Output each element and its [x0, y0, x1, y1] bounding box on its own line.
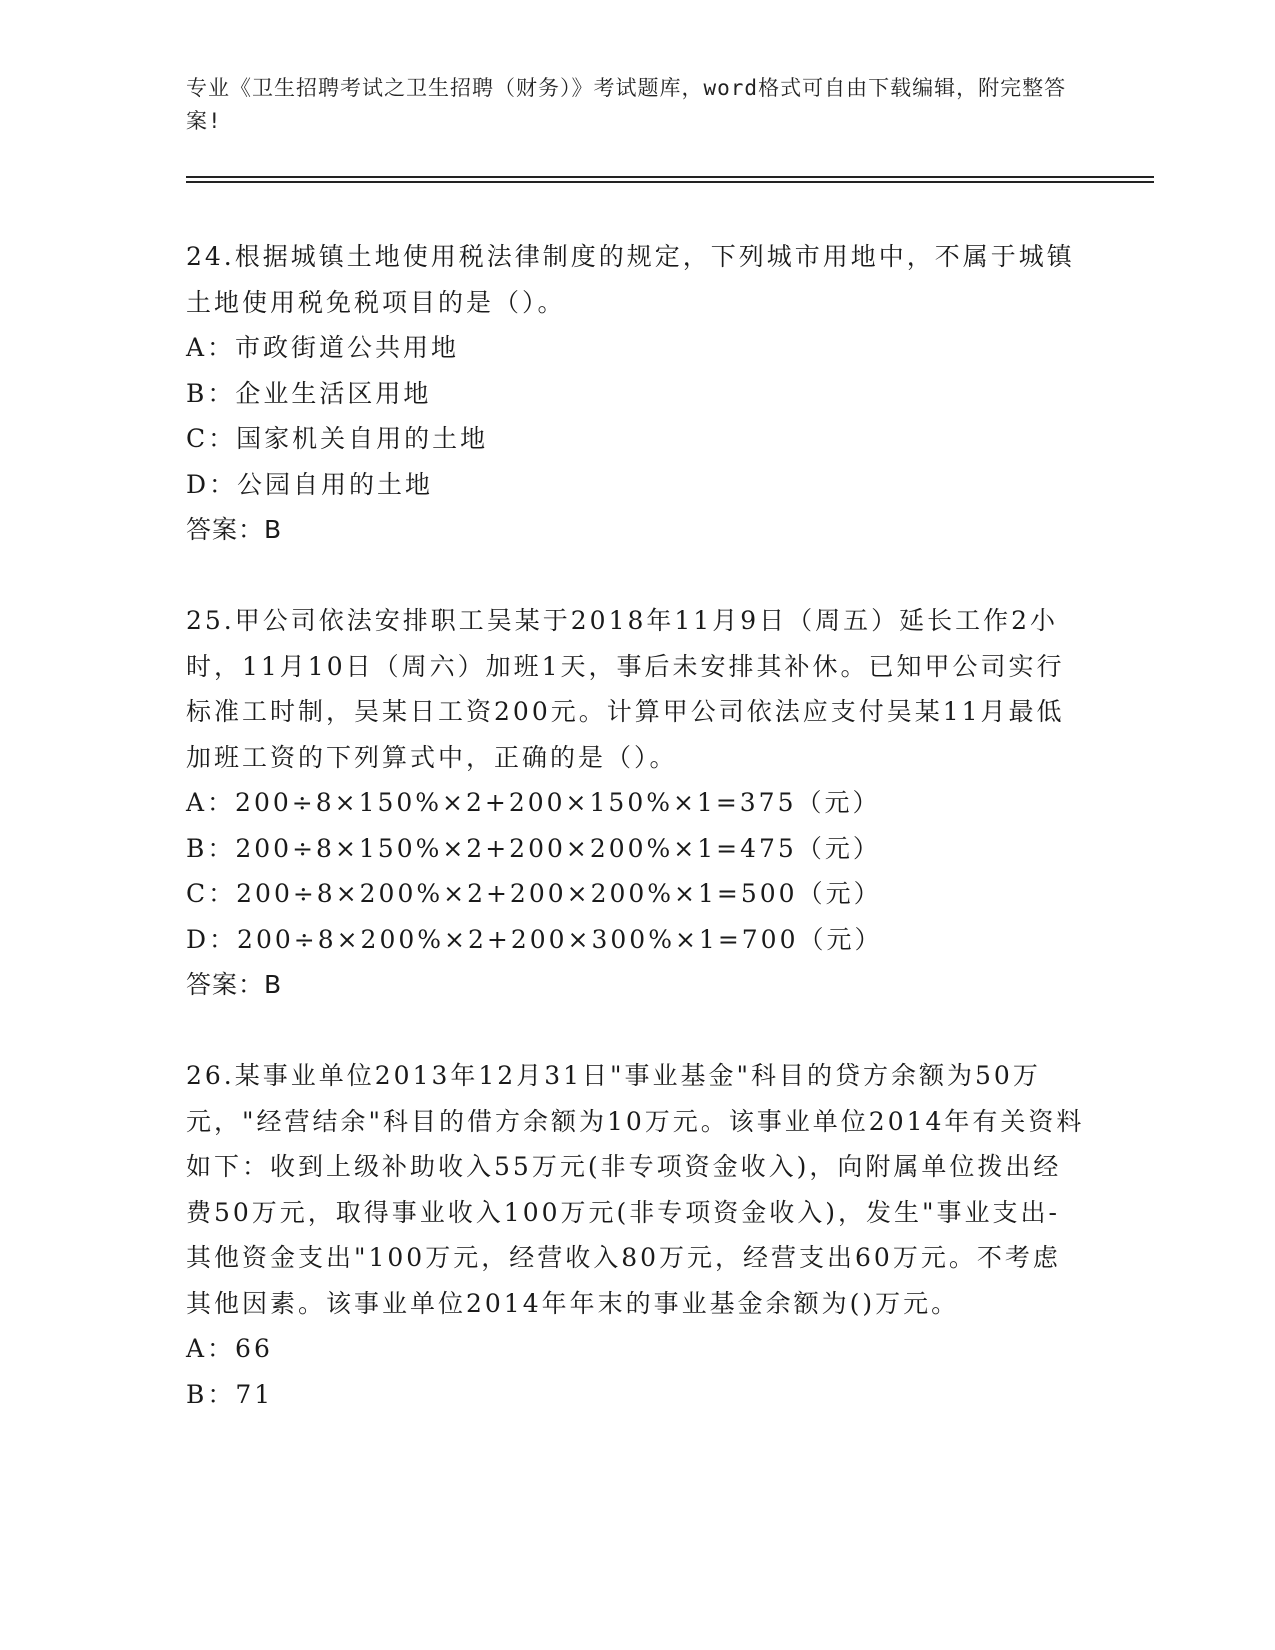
option-c: C：200÷8×200%×2+200×200%×1=500（元） [186, 879, 882, 908]
option-d: D：公园自用的土地 [186, 469, 434, 499]
document-header [186, 72, 1076, 138]
question-spacer [186, 553, 1086, 599]
option-b: B：200÷8×150%×2+200×200%×1=475（元） [186, 833, 881, 863]
question-text: 24.根据城镇土地使用税法律制度的规定，下列城市用地中，不属于城镇土地使用税免税项目的是（）。 [186, 242, 1075, 317]
option-b: B：71 [186, 1379, 274, 1409]
question-text: 26.某事业单位2013年12月31日"事业基金"科目的贷方余额为50万元，"经营结余"科目的借方余额为10万元。该事业单位2014年有关资料如下：收到上级补助收入55万元(非专项资金收入)，向附属单位拨出经费50万元，取得事业收入100万元(非专项资金收入)，发生"事业支出-其他资金支出"100万元，经营收入80万元，经营支出60万元。不考虑其他因素。该事业单位2014年年末的事业基金余额为()万元。 [186, 1061, 1085, 1318]
option-a: A：市政街道公共用地 [186, 333, 460, 362]
answer-label: 答案：B [186, 970, 283, 999]
question-list [186, 234, 1086, 1417]
option-c: C：国家机关自用的土地 [186, 424, 489, 453]
question-26 [186, 1053, 1086, 1417]
option-b: B：企业生活区用地 [186, 378, 432, 408]
option-d: D：200÷8×200%×2+200×300%×1=700（元） [186, 924, 883, 954]
header-divider [186, 176, 1154, 183]
question-text: 25.甲公司依法安排职工吴某于2018年11月9日（周五）延长工作2小时，11月10日（周六）加班1天，事后未安排其补休。已知甲公司实行标准工时制，吴某日工资200元。计算甲公司依法应支付吴某11月最低加班工资的下列算式中，正确的是（）。 [186, 606, 1065, 772]
header-title: 专业《卫生招聘考试之卫生招聘（财务）》考试题库，word格式可自由下载编辑，附完整答案! [186, 76, 1067, 133]
question-24 [186, 234, 1086, 553]
option-a: A：66 [186, 1334, 273, 1363]
question-spacer [186, 1008, 1086, 1054]
question-25 [186, 598, 1086, 1008]
answer-label: 答案：B [186, 515, 283, 544]
option-a: A：200÷8×150%×2+200×150%×1=375（元） [186, 788, 881, 817]
